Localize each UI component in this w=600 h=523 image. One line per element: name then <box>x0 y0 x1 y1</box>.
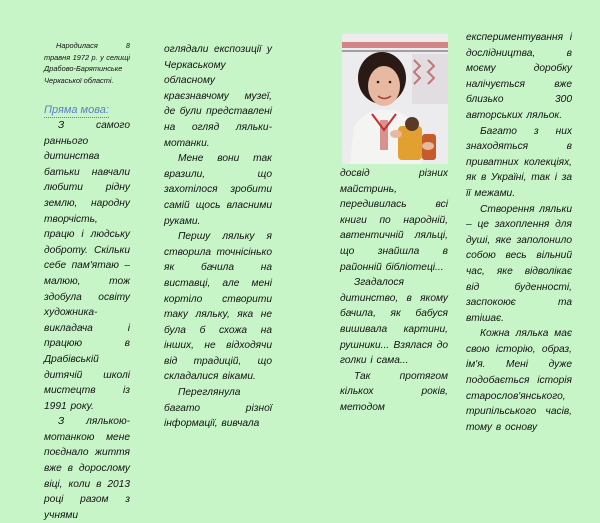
paragraph: Мене вони так вразили, що захотілося зробити самій щось власними руками. <box>164 153 272 227</box>
column-1 <box>44 40 130 523</box>
bio-text: Народилася 8 травня 1972 р. у селищі Драбово-Барятинське Черкаської області. <box>44 41 130 85</box>
paragraph: Згадалося дитинство, в якому бачила, як бабуся вишивала картини, рушники... Взялася до голки і сама... <box>340 277 448 367</box>
column-3 <box>340 166 448 416</box>
paragraph: оглядали експозиції у Черкаському обласному краєзнавчому музеї, де були представлені на огляд ляльки-мотанки. <box>164 44 272 149</box>
column-4 <box>466 30 572 435</box>
paragraph: експериментування і дослідництва, в моєму доробку налічується вже близько 300 авторських ляльок. <box>466 32 572 121</box>
paragraph: досвід різних майстринь, передивилась всі книги по народній, автентичній ляльці, що знайшла в районній бібліотеці... <box>340 168 448 273</box>
author-photo-image <box>342 34 448 164</box>
column-2 <box>164 42 272 432</box>
paragraph: Створення ляльки – це захоплення для душі, яке заполонило собою весь вільний час, яке відволікає від буденності, заспокоює та втішає. <box>466 203 572 324</box>
paragraph: Першу ляльку я створила точнісінько як бачила на виставці, але мені кортіло створити таку ляльку, яка не була б схожа на інших, не відходячи від традицій, що складалися віками. <box>164 231 272 383</box>
author-photo <box>342 34 448 164</box>
direct-speech-heading: Пряма мова: <box>44 104 109 116</box>
paragraph: З лялькою-мотанкою мене поєднало життя вже в дорослому віці, коли в 2013 році разом з учнями <box>44 416 130 521</box>
paragraph: Переглянула багато різної інформації, вивчала <box>164 387 272 430</box>
paragraph: Так протягом кількох років, методом <box>340 370 448 413</box>
paragraph: З самого раннього дитинства батьки навчали любити рідну землю, народну творчість, працю і людську доброту. Скільки себе пам'ятаю – малюю, тож здобула освіту художника-викладача і працюю в Драбівській дитячій школі мистецтв із 1991 року. <box>44 120 130 412</box>
paragraph: Багато з них знаходяться в приватних колекціях, як в Україні, так і за її межами. <box>466 125 572 199</box>
paragraph: Кожна лялька має свою історію, образ, ім'я. Мені дуже подобається історія старослов'янського, трипільського часів, тому в основу <box>466 328 572 433</box>
